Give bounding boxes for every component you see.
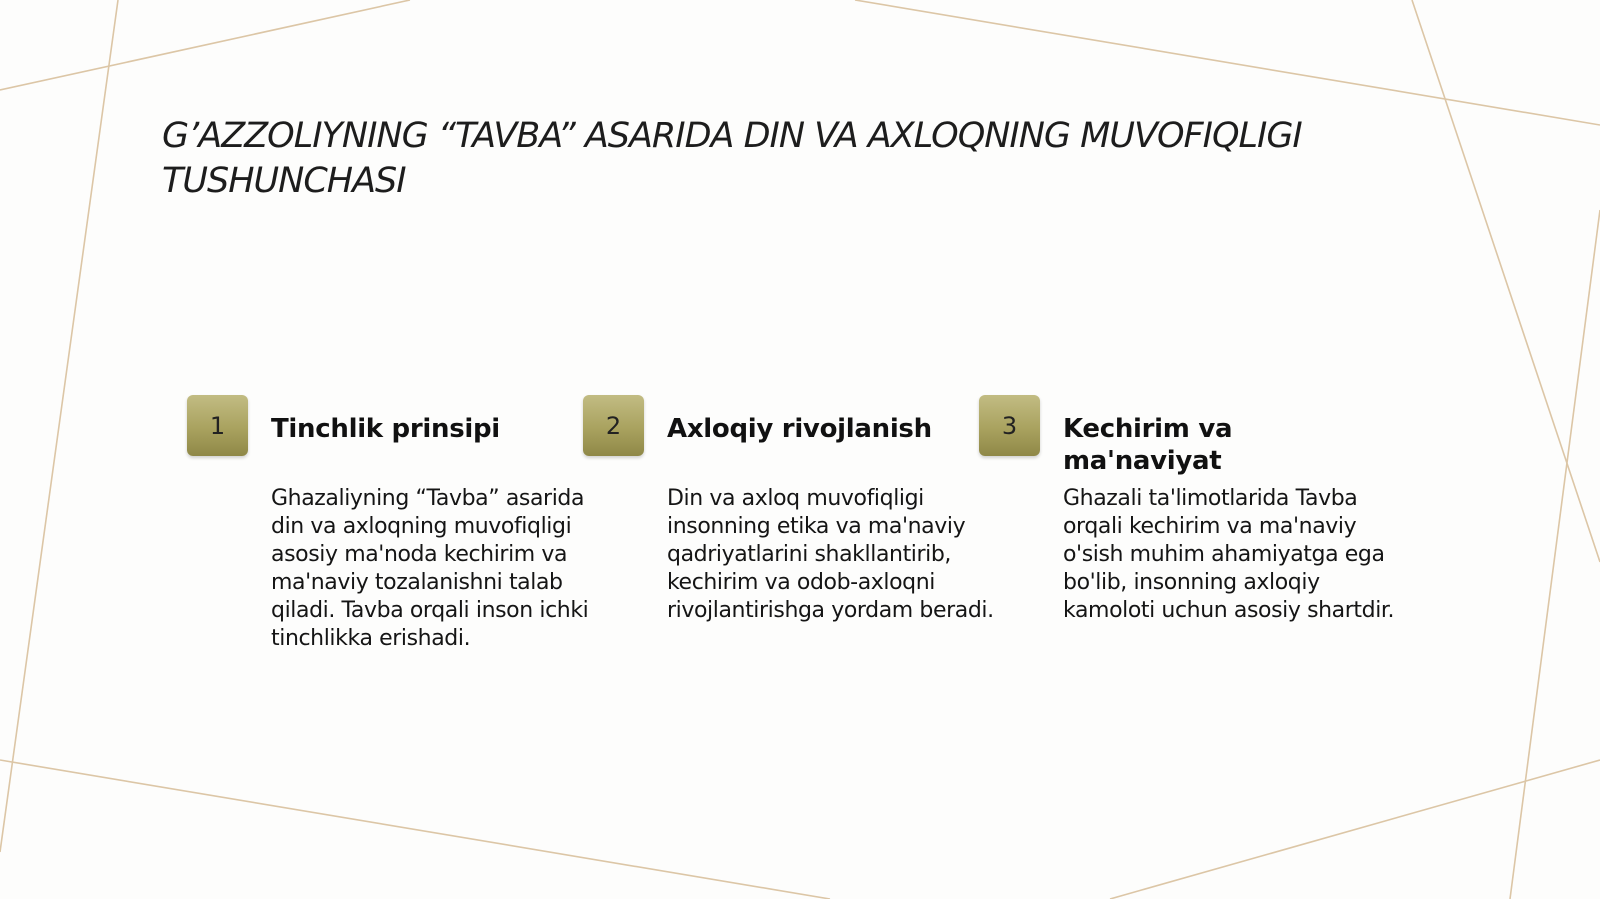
step-title: Tinchlik prinsipi: [271, 414, 500, 444]
line-top-left: [0, 0, 410, 90]
line-left-vertical: [0, 0, 118, 852]
step-description: Ghazali ta'limotlarida Tavba orqali kechirim va ma'naviy o'sish muhim ahamiyatga ega bo'lib, insonning axloqiy kamoloti uchun asosiy shartdir.: [1063, 486, 1395, 623]
step-card-2: [583, 395, 994, 675]
step-number-badge: 3: [979, 395, 1040, 456]
step-number-badge: 1: [187, 395, 248, 456]
step-description: Din va axloq muvofiqligi insonning etika va ma'naviy qadriyatlarini shakllantirib, kechirim va odob-axloqni rivojlantirishga yordam beradi.: [667, 486, 994, 623]
step-card-1: [187, 395, 587, 675]
line-right-diagonal: [1412, 0, 1600, 562]
line-bottom-right: [1110, 760, 1600, 899]
step-description: Ghazaliyning “Tavba” asarida din va axloqning muvofiqligi asosiy ma'noda kechirim va ma'naviy tozalanishni talab qiladi. Tavba orqali inson ichki tinchlikka erishadi.: [271, 486, 589, 651]
step-card-3: [979, 395, 1395, 675]
page-title: G’AZZOLIYNING “TAVBA” ASARIDA DIN VA AXLOQNING MUVOFIQLIGI TUSHUNCHASI: [162, 116, 1302, 201]
step-title: Kechirim va ma'naviyat: [1063, 414, 1233, 476]
line-bottom-left: [0, 760, 830, 899]
line-top-right: [855, 0, 1600, 125]
step-title: Axloqiy rivojlanish: [667, 414, 932, 444]
step-number-badge: 2: [583, 395, 644, 456]
line-right-vertical: [1510, 210, 1600, 899]
